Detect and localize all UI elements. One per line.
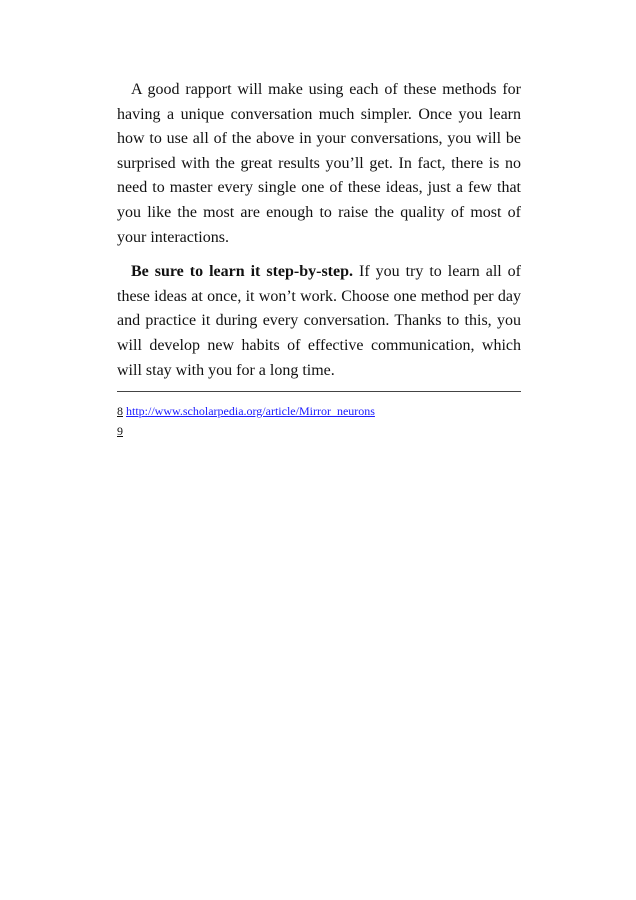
document-page bbox=[117, 78, 521, 441]
footnotes bbox=[117, 401, 521, 441]
body-paragraph-1: A good rapport will make using each of these methods for having a unique conversation much simpler. Once you learn how to use all of the above in your conversations, you will be surprised with the great results you’ll get. In fact, there is no need to master every single one of these ideas, just a few that you like the most are enough to raise the quality of most of your interactions. bbox=[117, 81, 521, 246]
footnote-number[interactable]: 8 bbox=[117, 404, 123, 419]
footnote-8 bbox=[117, 401, 521, 421]
body-paragraph-2 bbox=[117, 260, 521, 383]
footnote-number[interactable]: 9 bbox=[117, 424, 123, 439]
paragraph-2-text: If you try to learn all of these ideas at once, it won’t work. Choose one method per day and practice it during every conversation. Thanks to this, you will develop new habits of effective communication, which will stay with you for a long time. bbox=[117, 263, 522, 379]
footnote-divider bbox=[117, 391, 521, 392]
paragraph-bold-lead: Be sure to learn it step-by-step. bbox=[131, 263, 354, 281]
footnote-9 bbox=[117, 421, 521, 441]
footnote-link[interactable]: http://www.scholarpedia.org/article/Mirror_neurons bbox=[126, 404, 375, 419]
